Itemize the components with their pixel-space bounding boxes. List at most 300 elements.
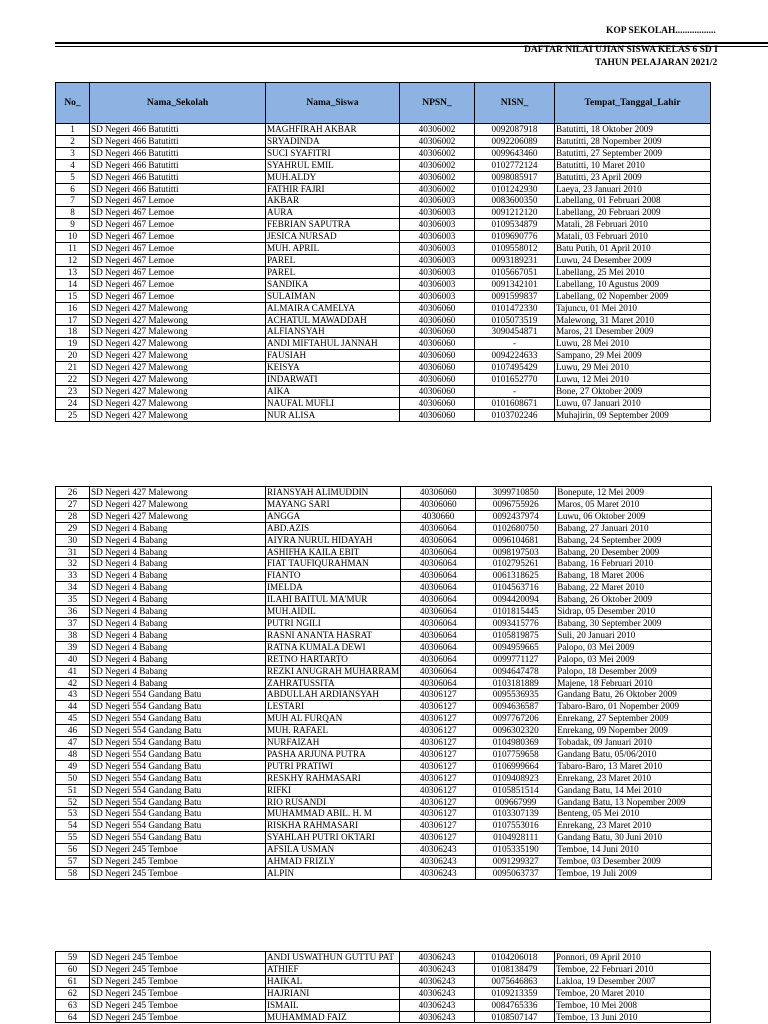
table-row <box>56 207 711 219</box>
cell-school-name: SD Negeri 554 Gandang Batu <box>90 772 266 784</box>
table-row <box>56 725 712 737</box>
cell-student-name: SUCI SYAFITRI <box>266 147 400 159</box>
table-row <box>56 254 711 266</box>
cell-birth-place-date: Luwu, 28 Mei 2010 <box>555 338 711 350</box>
table-row <box>56 302 711 314</box>
cell-school-name: SD Negeri 4 Babang <box>90 570 266 582</box>
cell-birth-place-date: Bone, 27 Oktober 2009 <box>555 385 711 397</box>
cell-nisn: 0104206018 <box>475 952 555 964</box>
cell-school-name: SD Negeri 4 Babang <box>90 653 266 665</box>
cell-school-name: SD Negeri 4 Babang <box>90 617 266 629</box>
cell-birth-place-date: Temboe, 22 Februari 2010 <box>555 963 711 975</box>
cell-no: 50 <box>56 772 90 784</box>
cell-npsn: 40306127 <box>401 784 476 796</box>
table-row <box>56 487 712 499</box>
cell-npsn: 40306002 <box>400 147 475 159</box>
cell-npsn: 40306064 <box>401 629 476 641</box>
cell-student-name: RIFKI <box>266 784 401 796</box>
table-row <box>56 570 712 582</box>
cell-school-name: SD Negeri 467 Lemoe <box>90 266 266 278</box>
cell-student-name: ALMAIRA CAMELYA <box>266 302 400 314</box>
cell-npsn: 40306127 <box>401 748 476 760</box>
cell-npsn: 40306127 <box>401 737 476 749</box>
cell-npsn: 40306064 <box>401 641 476 653</box>
table-row <box>56 124 711 136</box>
table-row <box>56 409 711 421</box>
cell-nisn: 0094224633 <box>475 350 555 362</box>
cell-student-name: IMELDA <box>266 582 401 594</box>
cell-no: 20 <box>56 350 90 362</box>
cell-nisn: 0092437974 <box>476 510 556 522</box>
cell-nisn: 3090454871 <box>475 326 555 338</box>
cell-student-name: MAYANG SARI <box>266 498 401 510</box>
cell-npsn: 40306060 <box>400 397 475 409</box>
table-row <box>56 963 711 975</box>
cell-npsn: 40306243 <box>400 952 475 964</box>
table-row <box>56 558 712 570</box>
cell-no: 45 <box>56 713 90 725</box>
cell-student-name: PAREL <box>266 254 400 266</box>
cell-birth-place-date: Luwu, 06 Oktober 2009 <box>556 510 712 522</box>
cell-school-name: SD Negeri 554 Gandang Batu <box>90 725 266 737</box>
cell-no: 5 <box>56 171 90 183</box>
cell-npsn: 40306127 <box>401 689 476 701</box>
table-row <box>56 784 712 796</box>
table-row <box>56 1011 711 1023</box>
cell-school-name: SD Negeri 4 Babang <box>90 629 266 641</box>
table-row <box>56 290 711 302</box>
cell-no: 42 <box>56 677 90 689</box>
cell-nisn: 0075646863 <box>475 975 555 987</box>
cell-school-name: SD Negeri 427 Malewong <box>90 350 266 362</box>
cell-no: 32 <box>56 558 90 570</box>
cell-nisn: 0094636587 <box>476 701 556 713</box>
table-row <box>56 629 712 641</box>
cell-no: 30 <box>56 534 90 546</box>
document-title: DAFTAR NILAI UJIAN SISWA KELAS 6 SD I <box>524 45 718 55</box>
cell-birth-place-date: Batutitti, 10 Maret 2010 <box>555 159 711 171</box>
cell-student-name: AKBAR <box>266 195 400 207</box>
cell-school-name: SD Negeri 466 Batutitti <box>90 124 266 136</box>
cell-nisn: 009667999 <box>476 796 556 808</box>
cell-no: 2 <box>56 135 90 147</box>
cell-school-name: SD Negeri 467 Lemoe <box>90 243 266 255</box>
cell-npsn: 4030660 <box>401 510 476 522</box>
cell-birth-place-date: Gandang Batu, 05/06/2010 <box>556 748 712 760</box>
cell-birth-place-date: Suli, 20 Januari 2010 <box>556 629 712 641</box>
cell-school-name: SD Negeri 4 Babang <box>90 534 266 546</box>
cell-npsn: 40306064 <box>401 617 476 629</box>
cell-no: 29 <box>56 522 90 534</box>
cell-student-name: RISKHA RAHMASARI <box>266 820 401 832</box>
cell-npsn: 40306003 <box>400 207 475 219</box>
table-row <box>56 326 711 338</box>
cell-birth-place-date: Tabaro-Baro, 13 Maret 2010 <box>556 760 712 772</box>
cell-nisn: 0096104681 <box>476 534 556 546</box>
cell-birth-place-date: Sampano, 29 Mei 2009 <box>555 350 711 362</box>
cell-birth-place-date: Batutitti, 18 Oktober 2009 <box>555 124 711 136</box>
cell-npsn: 40306243 <box>401 868 476 880</box>
cell-student-name: SRYADINDA <box>266 135 400 147</box>
cell-nisn: 0102680750 <box>476 522 556 534</box>
cell-student-name: AIKA <box>266 385 400 397</box>
column-header-nisn: NISN_ <box>475 83 555 124</box>
cell-school-name: SD Negeri 427 Malewong <box>90 498 266 510</box>
table-row <box>56 606 712 618</box>
table-row <box>56 844 712 856</box>
cell-student-name: ACHATUL MAWADDAH <box>266 314 400 326</box>
cell-npsn: 40306002 <box>400 135 475 147</box>
cell-npsn: 40306060 <box>401 498 476 510</box>
table-row <box>56 546 712 558</box>
cell-school-name: SD Negeri 245 Temboe <box>90 856 266 868</box>
cell-student-name: ISMAIL <box>266 999 400 1011</box>
cell-student-name: RETNO HARTARTO <box>266 653 401 665</box>
cell-birth-place-date: Luwu, 12 Mei 2010 <box>555 374 711 386</box>
cell-npsn: 40306127 <box>401 820 476 832</box>
cell-npsn: 40306064 <box>401 522 476 534</box>
cell-nisn: 0105073519 <box>475 314 555 326</box>
cell-birth-place-date: Labellang, 10 Agustus 2009 <box>555 278 711 290</box>
cell-school-name: SD Negeri 467 Lemoe <box>90 254 266 266</box>
cell-no: 27 <box>56 498 90 510</box>
cell-school-name: SD Negeri 245 Temboe <box>90 952 266 964</box>
cell-nisn: 0094959665 <box>476 641 556 653</box>
cell-student-name: MUHAMMAD FAIZ <box>266 1011 400 1023</box>
cell-birth-place-date: Tabaro-Baro, 01 Nopember 2009 <box>556 701 712 713</box>
cell-school-name: SD Negeri 427 Malewong <box>90 385 266 397</box>
cell-school-name: SD Negeri 466 Batutitti <box>90 171 266 183</box>
cell-birth-place-date: Muhajirin, 09 September 2009 <box>555 409 711 421</box>
cell-nisn: 0107553016 <box>476 820 556 832</box>
cell-student-name: NAUFAL MUFLI <box>266 397 400 409</box>
cell-nisn: 0097767206 <box>476 713 556 725</box>
cell-student-name: NURFAIZAH <box>266 737 401 749</box>
cell-student-name: PASHA ARJUNA PUTRA <box>266 748 401 760</box>
cell-school-name: SD Negeri 4 Babang <box>90 594 266 606</box>
cell-birth-place-date: Matali, 03 Februari 2010 <box>555 231 711 243</box>
cell-birth-place-date: Laeya, 23 Januari 2010 <box>555 183 711 195</box>
cell-student-name: NUR ALISA <box>266 409 400 421</box>
cell-school-name: SD Negeri 427 Malewong <box>90 362 266 374</box>
cell-nisn: 0109534879 <box>475 219 555 231</box>
cell-student-name: ILAHI BAITUL MA'MUR <box>266 594 401 606</box>
cell-school-name: SD Negeri 4 Babang <box>90 606 266 618</box>
cell-student-name: JESICA NURSAD <box>266 231 400 243</box>
cell-student-name: MUH. RAFAEL <box>266 725 401 737</box>
cell-birth-place-date: Babang, 20 Desember 2009 <box>556 546 712 558</box>
cell-student-name: RIANSYAH ALIMUDDIN <box>266 487 401 499</box>
cell-no: 54 <box>56 820 90 832</box>
table-row <box>56 975 711 987</box>
cell-birth-place-date: Gandang Batu, 26 Oktober 2009 <box>556 689 712 701</box>
cell-no: 64 <box>56 1011 90 1023</box>
cell-npsn: 40306003 <box>400 278 475 290</box>
cell-school-name: SD Negeri 4 Babang <box>90 641 266 653</box>
table-row <box>56 135 711 147</box>
cell-birth-place-date: Batutitti, 28 Nopember 2009 <box>555 135 711 147</box>
cell-school-name: SD Negeri 427 Malewong <box>90 314 266 326</box>
cell-npsn: 40306243 <box>400 987 475 999</box>
cell-nisn: 0106999664 <box>476 760 556 772</box>
cell-nisn: 0108138479 <box>475 963 555 975</box>
table-row <box>56 385 711 397</box>
cell-birth-place-date: Babang, 26 Oktober 2009 <box>556 594 712 606</box>
cell-student-name: RATNA KUMALA DEWI <box>266 641 401 653</box>
cell-student-name: MAGHFIRAH AKBAR <box>266 124 400 136</box>
cell-student-name: ANDI MIFTAHUL JANNAH <box>266 338 400 350</box>
cell-birth-place-date: Majene, 18 Februari 2010 <box>556 677 712 689</box>
cell-npsn: 40306060 <box>401 487 476 499</box>
cell-npsn: 40306060 <box>400 409 475 421</box>
cell-nisn: 3099710850 <box>476 487 556 499</box>
cell-nisn: 0105667051 <box>475 266 555 278</box>
cell-student-name: RESKHY RAHMASARI <box>266 772 401 784</box>
cell-school-name: SD Negeri 554 Gandang Batu <box>90 760 266 772</box>
cell-npsn: 40306243 <box>400 963 475 975</box>
cell-no: 24 <box>56 397 90 409</box>
cell-birth-place-date: Luwu, 29 Mei 2010 <box>555 362 711 374</box>
cell-nisn: 0103702246 <box>475 409 555 421</box>
cell-nisn: 0084765336 <box>475 999 555 1011</box>
cell-no: 8 <box>56 207 90 219</box>
table-row <box>56 999 711 1011</box>
cell-no: 55 <box>56 832 90 844</box>
table-row <box>56 868 712 880</box>
table-row <box>56 987 711 999</box>
cell-student-name: KEISYA <box>266 362 400 374</box>
table-row <box>56 266 711 278</box>
cell-npsn: 40306127 <box>401 725 476 737</box>
cell-birth-place-date: Temboe, 20 Maret 2010 <box>555 987 711 999</box>
table-row <box>56 314 711 326</box>
table-row <box>56 689 712 701</box>
cell-npsn: 40306127 <box>401 808 476 820</box>
cell-nisn: 0104980369 <box>476 737 556 749</box>
cell-birth-place-date: Benteng, 05 Mei 2010 <box>556 808 712 820</box>
cell-nisn: 0107759658 <box>476 748 556 760</box>
cell-no: 14 <box>56 278 90 290</box>
cell-npsn: 40306064 <box>401 582 476 594</box>
cell-npsn: 40306127 <box>401 832 476 844</box>
cell-npsn: 40306127 <box>401 760 476 772</box>
cell-birth-place-date: Batutitti, 23 April 2009 <box>555 171 711 183</box>
cell-nisn: 0108507147 <box>475 1011 555 1023</box>
cell-birth-place-date: Babang, 24 September 2009 <box>556 534 712 546</box>
cell-birth-place-date: Palopo, 03 Mei 2009 <box>556 641 712 653</box>
column-header-npsn: NPSN_ <box>400 83 475 124</box>
cell-birth-place-date: Ponnori, 09 April 2010 <box>555 952 711 964</box>
cell-birth-place-date: Babang, 27 Januari 2010 <box>556 522 712 534</box>
cell-nisn: 0094420094 <box>476 594 556 606</box>
cell-no: 6 <box>56 183 90 195</box>
cell-birth-place-date: Labellang, 01 Februari 2008 <box>555 195 711 207</box>
table-row <box>56 183 711 195</box>
cell-npsn: 40306003 <box>400 243 475 255</box>
cell-student-name: AFSILA USMAN <box>266 844 401 856</box>
document-subtitle: TAHUN PELAJARAN 2021/2 <box>595 58 718 68</box>
cell-school-name: SD Negeri 4 Babang <box>90 522 266 534</box>
cell-nisn: 0061318625 <box>476 570 556 582</box>
table-row <box>56 231 711 243</box>
cell-student-name: MUHAMMAD ABIL. H. M <box>266 808 401 820</box>
cell-npsn: 40306060 <box>400 338 475 350</box>
cell-npsn: 40306002 <box>400 171 475 183</box>
cell-school-name: SD Negeri 467 Lemoe <box>90 207 266 219</box>
student-table-page-1 <box>55 82 711 422</box>
cell-npsn: 40306060 <box>400 302 475 314</box>
column-header-student-name: Nama_Siswa <box>266 83 400 124</box>
cell-no: 57 <box>56 856 90 868</box>
cell-student-name: ANDI USWATHUN GUTTU PAT <box>266 952 400 964</box>
cell-nisn: 0109213359 <box>475 987 555 999</box>
cell-no: 60 <box>56 963 90 975</box>
cell-birth-place-date: Babang, 30 September 2009 <box>556 617 712 629</box>
cell-student-name: HAJRIANI <box>266 987 400 999</box>
cell-school-name: SD Negeri 427 Malewong <box>90 487 266 499</box>
cell-nisn: 0101472330 <box>475 302 555 314</box>
cell-birth-place-date: Enrekang, 23 Maret 2010 <box>556 772 712 784</box>
cell-nisn: 0107495429 <box>475 362 555 374</box>
cell-school-name: SD Negeri 554 Gandang Batu <box>90 796 266 808</box>
cell-school-name: SD Negeri 4 Babang <box>90 558 266 570</box>
cell-birth-place-date: Lakloa, 19 Desember 2007 <box>555 975 711 987</box>
cell-nisn: 0104563716 <box>476 582 556 594</box>
cell-npsn: 40306060 <box>400 350 475 362</box>
cell-nisn: 0091212120 <box>475 207 555 219</box>
cell-birth-place-date: Gandang Batu, 30 Juni 2010 <box>556 832 712 844</box>
cell-school-name: SD Negeri 554 Gandang Batu <box>90 832 266 844</box>
cell-student-name: PUTRI NGILI <box>266 617 401 629</box>
cell-no: 40 <box>56 653 90 665</box>
cell-no: 58 <box>56 868 90 880</box>
cell-nisn: 0091299327 <box>476 856 556 868</box>
cell-nisn: 0091599837 <box>475 290 555 302</box>
cell-birth-place-date: Matali, 28 Februari 2010 <box>555 219 711 231</box>
student-table-page-2 <box>55 486 712 880</box>
cell-student-name: MUH.AIDIL <box>266 606 401 618</box>
cell-student-name: ATHIEF <box>266 963 400 975</box>
table-row <box>56 594 712 606</box>
cell-school-name: SD Negeri 467 Lemoe <box>90 219 266 231</box>
cell-birth-place-date: Temboe, 10 Mei 2008 <box>555 999 711 1011</box>
cell-birth-place-date: Babang, 18 Maret 2006 <box>556 570 712 582</box>
column-header-birth-place-date: Tempat_Tanggal_Lahir <box>555 83 711 124</box>
cell-school-name: SD Negeri 245 Temboe <box>90 1011 266 1023</box>
header-rule-thick <box>55 42 768 44</box>
cell-no: 15 <box>56 290 90 302</box>
cell-school-name: SD Negeri 245 Temboe <box>90 975 266 987</box>
cell-birth-place-date: Labellang, 02 Nopember 2009 <box>555 290 711 302</box>
cell-no: 17 <box>56 314 90 326</box>
cell-no: 47 <box>56 737 90 749</box>
cell-school-name: SD Negeri 466 Batutitti <box>90 159 266 171</box>
cell-no: 37 <box>56 617 90 629</box>
cell-school-name: SD Negeri 245 Temboe <box>90 963 266 975</box>
cell-nisn: 0109558012 <box>475 243 555 255</box>
cell-nisn: - <box>475 385 555 397</box>
table-row <box>56 171 711 183</box>
table-row <box>56 641 712 653</box>
cell-npsn: 40306064 <box>401 606 476 618</box>
cell-npsn: 40306003 <box>400 266 475 278</box>
cell-nisn: 0093189231 <box>475 254 555 266</box>
cell-nisn: - <box>475 338 555 350</box>
cell-student-name: FATHIR FAJRI <box>266 183 400 195</box>
cell-school-name: SD Negeri 427 Malewong <box>90 397 266 409</box>
cell-no: 38 <box>56 629 90 641</box>
cell-no: 59 <box>56 952 90 964</box>
cell-npsn: 40306127 <box>401 796 476 808</box>
cell-npsn: 40306243 <box>401 844 476 856</box>
cell-student-name: PAREL <box>266 266 400 278</box>
cell-student-name: MUH.ALDY <box>266 171 400 183</box>
cell-nisn: 0101608671 <box>475 397 555 409</box>
cell-student-name: HAIKAL <box>266 975 400 987</box>
cell-npsn: 40306064 <box>401 594 476 606</box>
cell-no: 43 <box>56 689 90 701</box>
cell-school-name: SD Negeri 554 Gandang Batu <box>90 748 266 760</box>
cell-birth-place-date: Enrekang, 23 Maret 2010 <box>556 820 712 832</box>
cell-npsn: 40306003 <box>400 195 475 207</box>
cell-school-name: SD Negeri 554 Gandang Batu <box>90 701 266 713</box>
table-row <box>56 737 712 749</box>
cell-nisn: 0105819875 <box>476 629 556 641</box>
cell-npsn: 40306003 <box>400 254 475 266</box>
cell-student-name: LESTARI <box>266 701 401 713</box>
cell-npsn: 40306064 <box>401 558 476 570</box>
cell-student-name: FEBRIAN SAPUTRA <box>266 219 400 231</box>
cell-birth-place-date: Temboe, 19 Juli 2009 <box>556 868 712 880</box>
cell-nisn: 0105335190 <box>476 844 556 856</box>
cell-npsn: 40306060 <box>400 385 475 397</box>
cell-nisn: 0098085917 <box>475 171 555 183</box>
cell-no: 4 <box>56 159 90 171</box>
table-row <box>56 856 712 868</box>
cell-npsn: 40306002 <box>400 124 475 136</box>
cell-nisn: 0093415776 <box>476 617 556 629</box>
cell-student-name: ALPIN <box>266 868 401 880</box>
cell-school-name: SD Negeri 245 Temboe <box>90 987 266 999</box>
cell-nisn: 0109408923 <box>476 772 556 784</box>
cell-school-name: SD Negeri 554 Gandang Batu <box>90 689 266 701</box>
cell-nisn: 0101815445 <box>476 606 556 618</box>
cell-no: 23 <box>56 385 90 397</box>
cell-npsn: 40306002 <box>400 183 475 195</box>
cell-birth-place-date: Babang, 16 Februari 2010 <box>556 558 712 570</box>
cell-student-name: ABDULLAH ARDIANSYAH <box>266 689 401 701</box>
table-row <box>56 952 711 964</box>
cell-no: 62 <box>56 987 90 999</box>
cell-nisn: 0096302320 <box>476 725 556 737</box>
cell-student-name: FAUSIAH <box>266 350 400 362</box>
table-row <box>56 582 712 594</box>
cell-birth-place-date: Babang, 22 Maret 2010 <box>556 582 712 594</box>
cell-no: 52 <box>56 796 90 808</box>
student-table-page-3 <box>55 951 711 1023</box>
cell-birth-place-date: Sidrap, 05 Desember 2010 <box>556 606 712 618</box>
cell-no: 22 <box>56 374 90 386</box>
cell-student-name: SYAHRUL EMIL <box>266 159 400 171</box>
cell-no: 56 <box>56 844 90 856</box>
cell-student-name: AHMAD FRIZLY <box>266 856 401 868</box>
cell-school-name: SD Negeri 554 Gandang Batu <box>90 737 266 749</box>
cell-birth-place-date: Gandang Batu, 14 Mei 2010 <box>556 784 712 796</box>
cell-school-name: SD Negeri 427 Malewong <box>90 302 266 314</box>
cell-no: 1 <box>56 124 90 136</box>
letterhead-label: KOP SEKOLAH................. <box>606 26 716 36</box>
column-header-school-name: Nama_Sekolah <box>90 83 266 124</box>
